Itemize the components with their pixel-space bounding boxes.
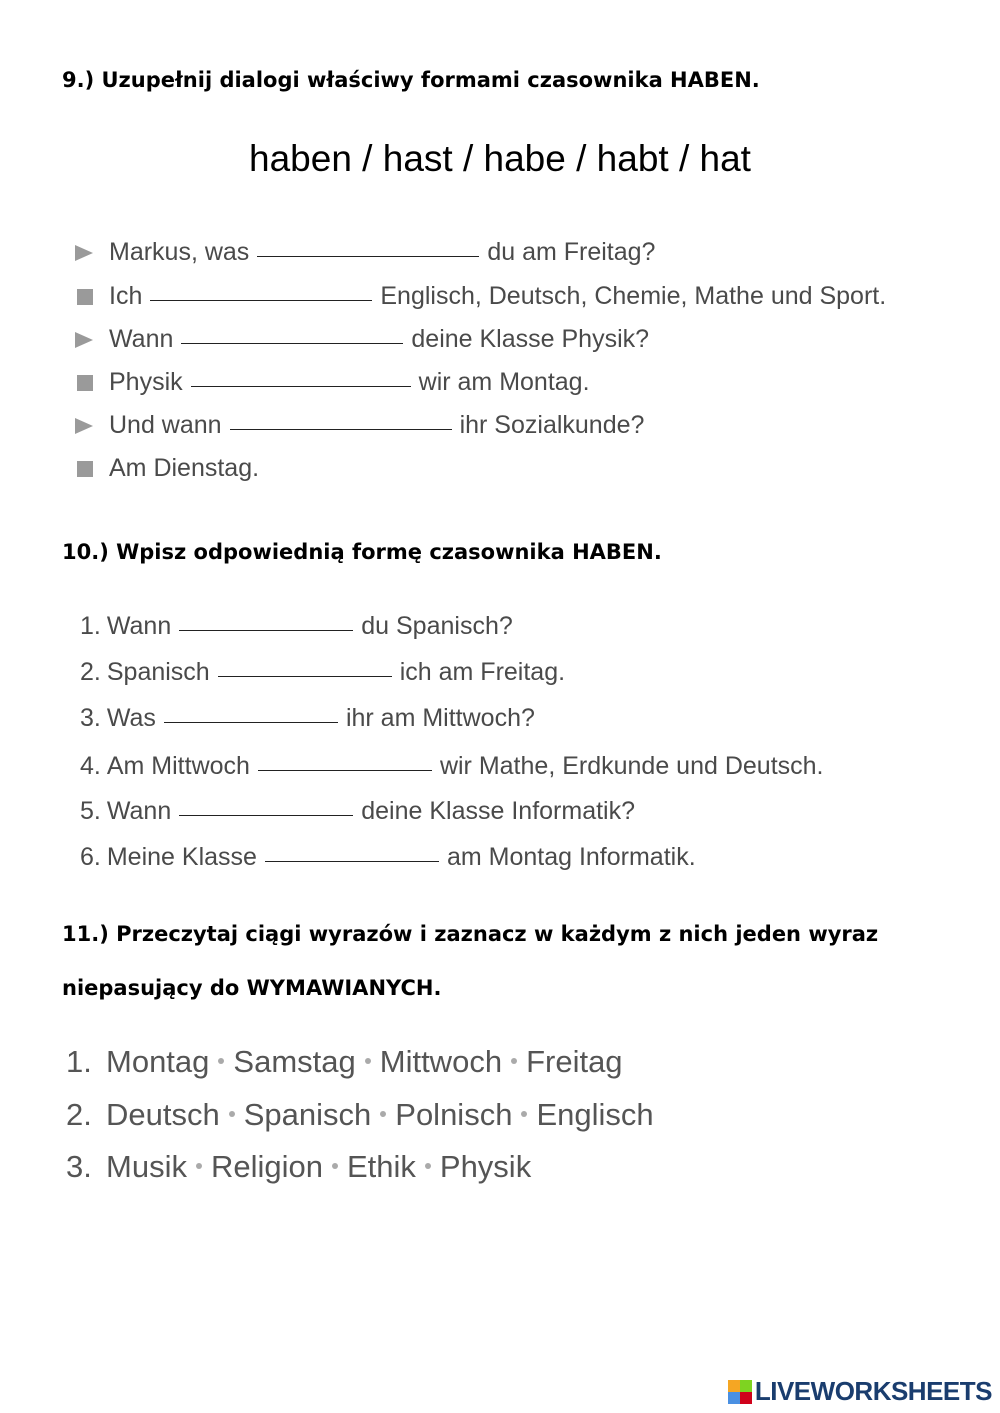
liveworksheets-logo [728, 1376, 992, 1407]
item-number: 4. [80, 752, 101, 780]
numbered-sentence [80, 658, 565, 687]
sentence-text-before: Spanisch [106, 658, 210, 686]
exercise-11-heading-line-1: 11.) Przeczytaj ciągi wyrazów i zaznacz w każdym z nich jeden wyraz [62, 922, 879, 946]
arrow-marker-icon [75, 325, 101, 354]
item-number: 5. [80, 797, 101, 825]
square-marker-icon [75, 454, 101, 483]
row-number: 2. [66, 1097, 92, 1132]
dialog-line [75, 238, 655, 267]
line-text-after: wir am Montag. [418, 368, 590, 396]
answer-blank[interactable] [164, 721, 338, 723]
answer-blank[interactable] [191, 385, 411, 387]
answer-blank[interactable] [257, 255, 479, 257]
answer-blank[interactable] [265, 860, 439, 862]
answer-blank[interactable] [179, 629, 353, 631]
word-option[interactable]: Polnisch [395, 1097, 513, 1132]
liveworksheets-logo-icon [728, 1380, 752, 1404]
exercise-10-heading: 10.) Wpisz odpowiednią formę czasownika HABEN. [62, 540, 662, 564]
separator-dot-icon [511, 1058, 517, 1064]
answer-blank[interactable] [181, 342, 403, 344]
line-text-before: Markus, was [109, 238, 250, 266]
sentence-text-after: du Spanisch? [361, 612, 513, 640]
item-number: 1. [80, 612, 101, 640]
word-row [66, 1044, 623, 1080]
sentence-text-after: wir Mathe, Erdkunde und Deutsch. [439, 752, 824, 780]
exercise-11-heading-line-2: niepasujący do WYMAWIANYCH. [62, 976, 442, 1000]
sentence-text-before: Wann [106, 797, 172, 825]
sentence-text-after: ihr am Mittwoch? [345, 704, 535, 732]
row-number: 3. [66, 1149, 92, 1184]
separator-dot-icon [196, 1163, 202, 1169]
line-text-after: ihr Sozialkunde? [459, 411, 645, 439]
answer-blank[interactable] [218, 675, 392, 677]
word-option[interactable]: Mittwoch [379, 1044, 503, 1079]
word-option[interactable]: Englisch [536, 1097, 654, 1132]
word-option[interactable]: Freitag [526, 1044, 623, 1079]
sentence-text-after: deine Klasse Informatik? [361, 797, 636, 825]
separator-dot-icon [332, 1163, 338, 1169]
word-bank: haben / hast / habe / habt / hat [249, 138, 751, 179]
separator-dot-icon [380, 1111, 386, 1117]
word-option[interactable]: Physik [439, 1149, 532, 1184]
sentence-text-after: ich am Freitag. [399, 658, 566, 686]
sentence-text-before: Am Mittwoch [106, 752, 250, 780]
word-option[interactable]: Spanisch [243, 1097, 372, 1132]
word-option[interactable]: Ethik [346, 1149, 416, 1184]
word-option[interactable]: Musik [106, 1149, 187, 1184]
word-option[interactable]: Samstag [233, 1044, 356, 1079]
answer-blank[interactable] [150, 299, 372, 301]
word-option[interactable]: Montag [106, 1044, 210, 1079]
sentence-text-after: am Montag Informatik. [446, 843, 696, 871]
answer-blank[interactable] [230, 428, 452, 430]
row-number: 1. [66, 1044, 92, 1079]
arrow-marker-icon [75, 411, 101, 440]
word-row [66, 1097, 654, 1133]
line-text-after: deine Klasse Physik? [411, 325, 650, 353]
line-text-after: Englisch, Deutsch, Chemie, Mathe und Sport. [380, 282, 887, 310]
separator-dot-icon [229, 1111, 235, 1117]
arrow-marker-icon [75, 238, 101, 267]
sentence-text-before: Was [106, 704, 156, 732]
item-number: 2. [80, 658, 101, 686]
item-number: 3. [80, 704, 101, 732]
line-text-before: Ich [109, 282, 143, 310]
line-text-before: Und wann [109, 411, 222, 439]
dialog-line [75, 325, 649, 354]
word-row [66, 1149, 531, 1185]
dialog-line [75, 411, 644, 440]
word-option[interactable]: Deutsch [106, 1097, 220, 1132]
line-text-before: Physik [109, 368, 183, 396]
sentence-text-before: Wann [106, 612, 172, 640]
logo-text: LIVEWORKSHEETS [754, 1376, 992, 1406]
word-option[interactable]: Religion [210, 1149, 323, 1184]
dialog-line [75, 282, 886, 311]
dialog-line [75, 368, 590, 397]
line-text-before: Am Dienstag. [109, 454, 260, 482]
numbered-sentence [80, 612, 513, 641]
separator-dot-icon [218, 1058, 224, 1064]
item-number: 6. [80, 843, 101, 871]
numbered-sentence [80, 797, 635, 826]
answer-blank[interactable] [258, 769, 432, 771]
dialog-line [75, 454, 259, 483]
sentence-text-before: Meine Klasse [106, 843, 257, 871]
separator-dot-icon [425, 1163, 431, 1169]
answer-blank[interactable] [179, 814, 353, 816]
numbered-sentence [80, 704, 535, 733]
line-text-before: Wann [109, 325, 174, 353]
separator-dot-icon [365, 1058, 371, 1064]
numbered-sentence [80, 843, 696, 872]
exercise-9-heading: 9.) Uzupełnij dialogi właściwy formami czasownika HABEN. [62, 68, 760, 92]
line-text-after: du am Freitag? [487, 238, 656, 266]
numbered-sentence [80, 752, 824, 781]
square-marker-icon [75, 282, 101, 311]
separator-dot-icon [521, 1111, 527, 1117]
square-marker-icon [75, 368, 101, 397]
